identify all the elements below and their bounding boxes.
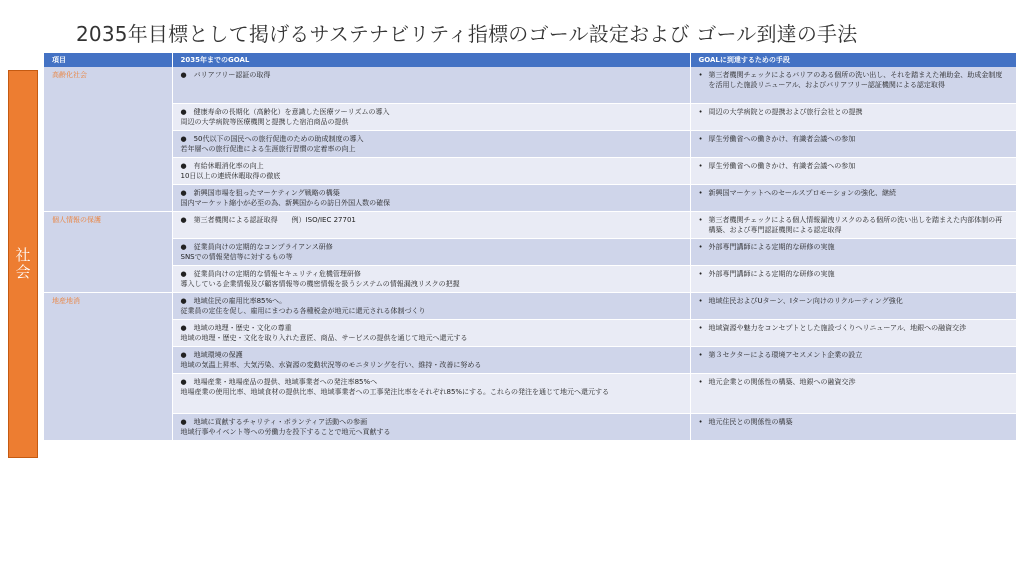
goal-cell <box>172 103 690 130</box>
goal-title: ● 有給休暇消化率の向上 <box>180 161 264 170</box>
goal-title: ● バリアフリー認証の取得 <box>180 71 271 79</box>
method-cell <box>690 413 1016 440</box>
table-row <box>44 103 1016 130</box>
section-label: 社会 <box>8 70 38 458</box>
method-text: 外部専門講師による定期的な研修の実施 <box>708 242 835 251</box>
bullet-icon: • <box>698 161 703 170</box>
goal-title: ● 従業員向けの定期的な情報セキュリティ危機管理研修 <box>180 269 361 278</box>
goal-cell <box>172 184 690 211</box>
method-cell <box>690 184 1016 211</box>
goal-title: ● 健康寿命の長期化（高齢化）を意識した医療ツーリズムの導入 <box>180 107 390 116</box>
page-title: 2035年目標として掲げるサステナビリティ指標のゴール設定および ゴール到達の手法 <box>76 22 858 46</box>
method-cell <box>690 67 1016 103</box>
bullet-icon: • <box>698 107 703 116</box>
goal-title: ● 従業員向けの定期的なコンプライアンス研修 <box>180 242 333 251</box>
bullet-icon: • <box>698 71 703 79</box>
method-cell <box>690 346 1016 373</box>
goal-cell <box>172 346 690 373</box>
table-row <box>44 211 1016 238</box>
method-cell <box>690 238 1016 265</box>
goal-cell <box>172 265 690 292</box>
goal-detail: 地域行事やイベント等への労働力を投下することで地元へ貢献する <box>180 427 391 436</box>
method-text: 外部専門講師による定期的な研修の実施 <box>708 269 835 278</box>
goal-title: ● 地域に貢献するチャリティ・ボランティア活動への参画 <box>180 417 368 426</box>
goal-cell <box>172 130 690 157</box>
category-cell: 高齢化社会 <box>44 67 172 211</box>
goal-cell <box>172 413 690 440</box>
bullet-icon: • <box>698 134 703 143</box>
method-text: 地元住民との関係性の構築 <box>708 417 793 426</box>
goal-title: ● 地域住民の雇用比率85%へ。 <box>180 296 287 305</box>
method-text: 地元企業との関係性の構築、地銀への融資交渉 <box>708 377 856 386</box>
sustainability-goals-table <box>44 53 1017 441</box>
goal-cell <box>172 319 690 346</box>
goal-detail: 周辺の大学病院等医療機関と提携した宿泊商品の提供 <box>180 117 349 126</box>
method-text: 周辺の大学病院との提携および旅行会社との提携 <box>708 107 863 116</box>
method-text: 第三者機関チェックによる個人情報漏洩リスクのある個所の洗い出しを踏まえた内部体制の再構築、および専門認証機関による認定取得 <box>708 215 1003 234</box>
goal-detail: SNSでの情報発信等に対するもの等 <box>180 252 293 261</box>
goal-cell <box>172 211 690 238</box>
method-text: 厚生労働省への働きかけ、有識者会議への参加 <box>708 161 856 170</box>
method-text: 地域住民およびUターン、Iターン向けのリクルーティング強化 <box>708 296 903 305</box>
bullet-icon: • <box>698 350 703 359</box>
method-text: 新興国マーケットへのセールスプロモーションの強化、継続 <box>708 188 896 197</box>
bullet-icon: • <box>698 417 703 426</box>
goal-cell <box>172 157 690 184</box>
goal-detail: 国内マーケット縮小が必至の為、新興国からの訪日外国人数の確保 <box>180 198 391 207</box>
goal-detail: 10日以上の連続休暇取得の徹底 <box>180 171 281 180</box>
method-text: 第三者機関チェックによるバリアのある個所の洗い出し、それを踏まえた補助金、助成金制度を活用した施設リニューアル、およびバリアフリー認証機関による認定取得 <box>708 71 1003 89</box>
bullet-icon: • <box>698 269 703 278</box>
header-item: 項目 <box>44 53 172 67</box>
header-goal: 2035年までのGOAL <box>172 53 690 67</box>
goal-detail: 従業員の定住を促し、雇用にまつわる各種税金が地元に還元される体制づくり <box>180 306 426 315</box>
table-row <box>44 130 1016 157</box>
goal-title: ● 地場産業・地場産品の提供、地域事業者への発注率85%へ <box>180 377 378 386</box>
goal-title: ● 第三者機関による認証取得 例）ISO/IEC 27701 <box>180 215 356 224</box>
method-cell <box>690 211 1016 238</box>
goal-cell <box>172 292 690 319</box>
method-text: 厚生労働省への働きかけ、有識者会議への参加 <box>708 134 856 143</box>
goal-title: ● 新興国市場を狙ったマーケティング戦略の構築 <box>180 188 340 197</box>
goal-detail: 地域の地理・歴史・文化を取り入れた意匠、商品、サービスの提供を通じて地元へ還元する <box>180 333 468 342</box>
goal-detail: 若年層への旅行促進による生涯旅行習慣の定着率の向上 <box>180 144 356 153</box>
table-row <box>44 319 1016 346</box>
method-text: 第３セクターによる環境アセスメント企業の設立 <box>708 350 863 359</box>
table-row <box>44 238 1016 265</box>
table-row <box>44 292 1016 319</box>
goal-cell <box>172 238 690 265</box>
table-row <box>44 413 1016 440</box>
goal-detail: 地場産業の使用比率、地域食材の提供比率、地域事業者への工事発注比率をそれぞれ85%にする。これらの発注を通じて地元へ還元する <box>180 387 610 396</box>
table-row <box>44 373 1016 413</box>
goal-detail: 地域の気温上昇率、大気汚染、水資源の変動状況等のモニタリングを行い、維持・改善に努める <box>180 360 482 369</box>
table-row <box>44 67 1016 103</box>
bullet-icon: • <box>698 323 703 332</box>
method-cell <box>690 319 1016 346</box>
goal-detail: 導入している企業情報及び顧客情報等の機密情報を扱うシステムの情報漏洩リスクの把握 <box>180 279 460 288</box>
goal-title: ● 地域環境の保護 <box>180 350 243 359</box>
table-row <box>44 184 1016 211</box>
method-cell <box>690 265 1016 292</box>
table-header-row <box>44 53 1016 67</box>
table-row <box>44 346 1016 373</box>
goal-title: ● 地域の地理・歴史・文化の尊重 <box>180 323 292 332</box>
table-row <box>44 157 1016 184</box>
category-cell: 地産地消 <box>44 292 172 440</box>
bullet-icon: • <box>698 296 703 305</box>
bullet-icon: • <box>698 215 703 224</box>
table-row <box>44 265 1016 292</box>
method-cell <box>690 130 1016 157</box>
category-cell: 個人情報の保護 <box>44 211 172 292</box>
method-cell <box>690 157 1016 184</box>
header-method: GOALに到達するための手段 <box>690 53 1016 67</box>
method-cell <box>690 103 1016 130</box>
goal-cell <box>172 67 690 103</box>
method-cell <box>690 373 1016 413</box>
bullet-icon: • <box>698 377 703 386</box>
method-cell <box>690 292 1016 319</box>
goal-title: ● 50代以下の国民への旅行促進のための助成制度の導入 <box>180 134 364 143</box>
goal-cell <box>172 373 690 413</box>
bullet-icon: • <box>698 242 703 251</box>
method-text: 地域資源や魅力をコンセプトとした施設づくりへリニューアル、地銀への融資交渉 <box>708 323 967 332</box>
bullet-icon: • <box>698 188 703 197</box>
